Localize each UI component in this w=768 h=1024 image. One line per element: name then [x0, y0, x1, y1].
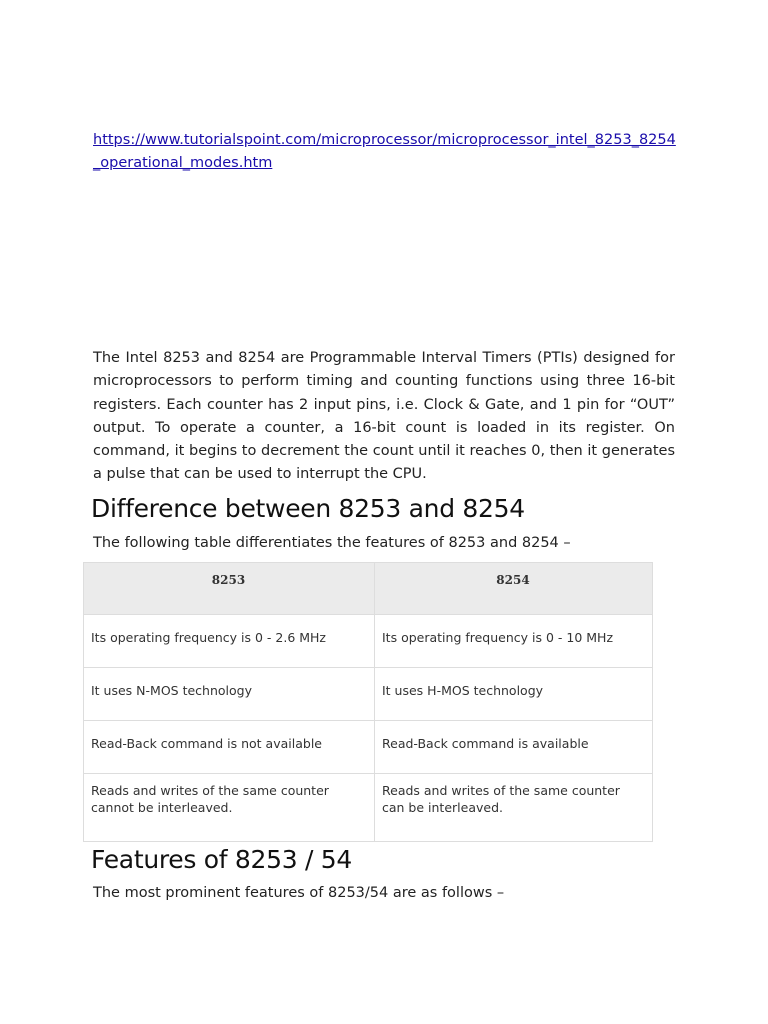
table-header-row — [84, 563, 653, 615]
table-cell: It uses H-MOS technology — [375, 668, 653, 721]
table-cell: It uses N-MOS technology — [84, 668, 375, 721]
table-cell: Read-Back command is not available — [84, 721, 375, 774]
difference-heading: Difference between 8253 and 8254 — [91, 494, 525, 523]
table-cell: Read-Back command is available — [375, 721, 653, 774]
difference-lead-text: The following table differentiates the features of 8253 and 8254 – — [93, 535, 571, 551]
table-cell: Reads and writes of the same counter can be interleaved. — [375, 774, 653, 842]
table-row — [84, 721, 653, 774]
comparison-table — [83, 562, 653, 842]
table-header-8254: 8254 — [375, 563, 653, 615]
table-header-8253: 8253 — [84, 563, 375, 615]
table-cell: Its operating frequency is 0 - 2.6 MHz — [84, 615, 375, 668]
features-heading: Features of 8253 / 54 — [91, 845, 352, 874]
table-cell: Reads and writes of the same counter cannot be interleaved. — [84, 774, 375, 842]
source-link[interactable]: https://www.tutorialspoint.com/microprocessor/microprocessor_intel_8253_8254_operational_modes.htm — [93, 132, 676, 171]
table-row — [84, 668, 653, 721]
table-row — [84, 774, 653, 842]
intro-paragraph: The Intel 8253 and 8254 are Programmable Interval Timers (PTIs) designed for microprocessors to perform timing and counting functions using three 16-bit registers. Each counter has 2 input pins, i.e. Clock & Gate, and 1 pin for “OUT” output. To operate a counter, a 16-bit count is loaded in its register. On command, it begins to decrement the count until it reaches 0, then it generates a pulse that can be used to interrupt the CPU. — [93, 350, 675, 483]
table-row — [84, 615, 653, 668]
features-lead-text: The most prominent features of 8253/54 are as follows – — [93, 885, 505, 901]
table-cell: Its operating frequency is 0 - 10 MHz — [375, 615, 653, 668]
